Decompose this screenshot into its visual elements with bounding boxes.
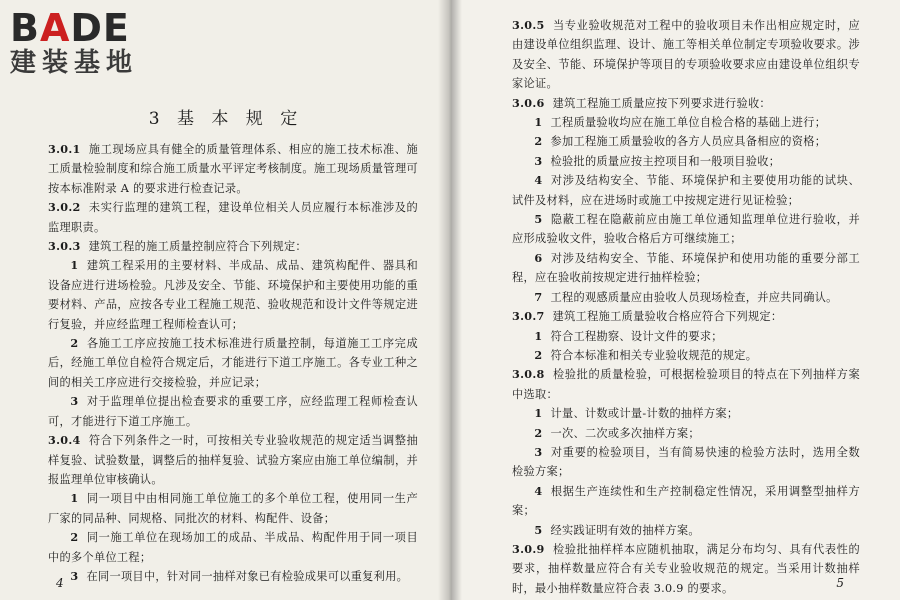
- clause-number: 3.0.5: [512, 18, 545, 32]
- clause-number: 3.0.3: [48, 239, 81, 254]
- clause-text: 在同一项目中，针对同一抽样对象已有检验成果可以重复利用。: [86, 569, 409, 583]
- clause-number: 7: [534, 289, 543, 304]
- clause-number: 3.0.4: [48, 433, 81, 448]
- clause-number: 4: [534, 483, 543, 498]
- list-item: [512, 424, 860, 443]
- clause-paragraph: [48, 237, 418, 256]
- clause-text: 未实行监理的建筑工程，建设单位相关人员应履行本标准涉及的监理职责。: [48, 201, 418, 234]
- clause-number: 3.0.8: [512, 367, 545, 382]
- clause-text: 检验批的质量应按主控项目和一般项目验收；: [550, 154, 781, 168]
- list-item: [512, 288, 860, 307]
- logo-subtitle: 建装基地: [10, 48, 139, 78]
- list-item: [512, 521, 860, 540]
- clause-text: 同一施工单位在现场加工的成品、半成品、构配件用于同一项目中的多个单位工程；: [48, 531, 418, 564]
- list-item: [48, 334, 418, 392]
- clause-text: 符合工程勘察、设计文件的要求；: [550, 329, 723, 343]
- clause-text: 符合下列条件之一时，可按相关专业验收规范的规定适当调整抽样复验、试验数量，调整后的抽样复验、试验方案应由施工单位编制，并报监理单位审核确认。: [48, 434, 418, 486]
- list-item: [512, 443, 860, 482]
- clause-text: 各施工工序应按施工技术标准进行质量控制，每道施工工序完成后，经施工单位自检符合规定后，才能进行下道工序施工。各专业工种之间的相关工序应进行交接检验，并应记录；: [48, 337, 418, 389]
- clause-text: 同一项目中由相同施工单位施工的多个单位工程，使用同一生产厂家的同品种、同规格、同批次的材料、构配件、设备；: [48, 492, 418, 525]
- left-page-body: [48, 140, 418, 586]
- clause-text: 对涉及结构安全、节能、环境保护和主要使用功能的试块、试件及材料，应在进场时或施工中按规定进行见证检验；: [512, 174, 860, 207]
- clause-paragraph: [48, 431, 418, 489]
- list-item: [48, 528, 418, 567]
- clause-number: 3.0.1: [48, 142, 81, 156]
- clause-number: 1: [534, 328, 543, 343]
- clause-paragraph: [48, 140, 418, 198]
- clause-text: 工程质量验收均应在施工单位自检合格的基础上进行；: [550, 116, 827, 130]
- right-page: [452, 0, 900, 600]
- chapter-title: 3 基 本 规 定: [148, 109, 304, 129]
- clause-text: 检验批抽样样本应随机抽取，满足分布均匀、具有代表性的要求，抽样数量应符合有关专业验收规范的规定。当采用计数抽样时，最小抽样数量应符合表 3.0.9 的要求。: [512, 542, 860, 595]
- clause-number: 2: [534, 347, 543, 362]
- clause-number: 2: [70, 336, 79, 351]
- clause-number: 4: [534, 173, 543, 188]
- clause-text: 检验批的质量检验，可根据检验项目的特点在下列抽样方案中选取：: [512, 368, 860, 401]
- clause-text: 工程的观感质量应由验收人员现场检查，并应共同确认。: [550, 290, 838, 304]
- list-item: [512, 249, 860, 288]
- clause-text: 建筑工程施工质量验收合格应符合下列规定：: [552, 310, 783, 324]
- clause-paragraph: [48, 198, 418, 237]
- list-item: [48, 256, 418, 334]
- clause-paragraph: [512, 16, 860, 94]
- logo-wordmark: BADE: [10, 6, 130, 50]
- clause-number: 3.0.9: [512, 541, 545, 556]
- clause-paragraph: [512, 94, 860, 113]
- clause-text: 建筑工程的施工质量控制应符合下列规定：: [88, 240, 307, 254]
- clause-paragraph: [512, 307, 860, 326]
- page-number-right: 5: [836, 576, 844, 590]
- clause-number: 2: [534, 425, 543, 440]
- clause-number: 1: [70, 491, 79, 506]
- clause-number: 3: [70, 568, 79, 583]
- list-item: [512, 210, 860, 249]
- clause-number: 5: [534, 522, 543, 537]
- clause-number: 1: [534, 406, 543, 421]
- clause-text: 参加工程施工质量验收的各方人员应具备相应的资格；: [550, 135, 827, 149]
- clause-text: 对重要的检验项目，当有简易快速的检验方法时，选用全数检验方案；: [512, 445, 860, 479]
- clause-number: 3.0.6: [512, 95, 545, 110]
- clause-text: 对于监理单位提出检查要求的重要工序，应经监理工程师检查认可，才能进行下道工序施工。: [48, 395, 418, 428]
- clause-text: 建筑工程采用的主要材料、半成品、成品、建筑构配件、器具和设备应进行进场检验。凡涉及安全、节能、环境保护和主要使用功能的重要材料、产品，应按各专业工程施工规范、验收规范和设计文件等规定进行复验，并应经监理工程师检查认可；: [48, 259, 418, 331]
- clause-text: 经实践证明有效的抽样方案。: [550, 523, 700, 537]
- list-item: [512, 346, 860, 365]
- clause-paragraph: [512, 540, 860, 598]
- clause-text: 计量、计数或计量-计数的抽样方案；: [550, 407, 739, 421]
- list-item: [512, 404, 860, 423]
- clause-text: 隐蔽工程在隐蔽前应由施工单位通知监理单位进行验收，并应形成验收文件，验收合格后方可继续施工；: [512, 213, 860, 246]
- clause-text: 符合本标准和相关专业验收规范的规定。: [550, 348, 758, 362]
- clause-text: 对涉及结构安全、节能、环境保护和使用功能的重要分部工程，应在验收前按规定进行抽样检验；: [512, 251, 860, 285]
- clause-paragraph: [512, 365, 860, 404]
- clause-text: 当专业验收规范对工程中的验收项目未作出相应规定时，应由建设单位组织监理、设计、施工等相关单位制定专项验收要求。涉及安全、节能、环境保护等项目的专项验收要求应由建设单位组织专家论证。: [512, 19, 860, 91]
- clause-number: 2: [70, 530, 79, 545]
- clause-number: 1: [534, 115, 543, 130]
- list-item: [48, 489, 418, 528]
- brand-logo: [10, 8, 138, 78]
- clause-text: 根据生产连续性和生产控制稳定性情况，采用调整型抽样方案；: [512, 484, 860, 518]
- list-item: [512, 152, 860, 171]
- clause-text: 施工现场应具有健全的质量管理体系、相应的施工技术标准、施工质量检验制度和综合施工质量水平评定考核制度。施工现场质量管理可按本标准附录 A 的要求进行检查记录。: [48, 143, 418, 195]
- clause-number: 3: [534, 153, 543, 168]
- page-number-left: 4: [56, 576, 64, 590]
- list-item: [512, 327, 860, 346]
- list-item: [512, 113, 860, 132]
- right-page-body: [512, 16, 860, 598]
- list-item: [512, 132, 860, 151]
- clause-number: 3.0.7: [512, 309, 545, 324]
- list-item: [512, 171, 860, 210]
- clause-number: 3: [534, 444, 543, 459]
- clause-number: 6: [534, 250, 543, 265]
- clause-number: 2: [534, 134, 543, 149]
- clause-text: 建筑工程施工质量应按下列要求进行验收：: [552, 96, 771, 110]
- clause-number: 1: [70, 258, 79, 273]
- clause-number: 3.0.2: [48, 200, 81, 215]
- clause-number: 3: [70, 394, 79, 409]
- list-item: [48, 392, 418, 431]
- clause-text: 一次、二次或多次抽样方案；: [550, 426, 700, 440]
- list-item: [48, 567, 418, 586]
- clause-number: 5: [534, 212, 543, 227]
- list-item: [512, 482, 860, 521]
